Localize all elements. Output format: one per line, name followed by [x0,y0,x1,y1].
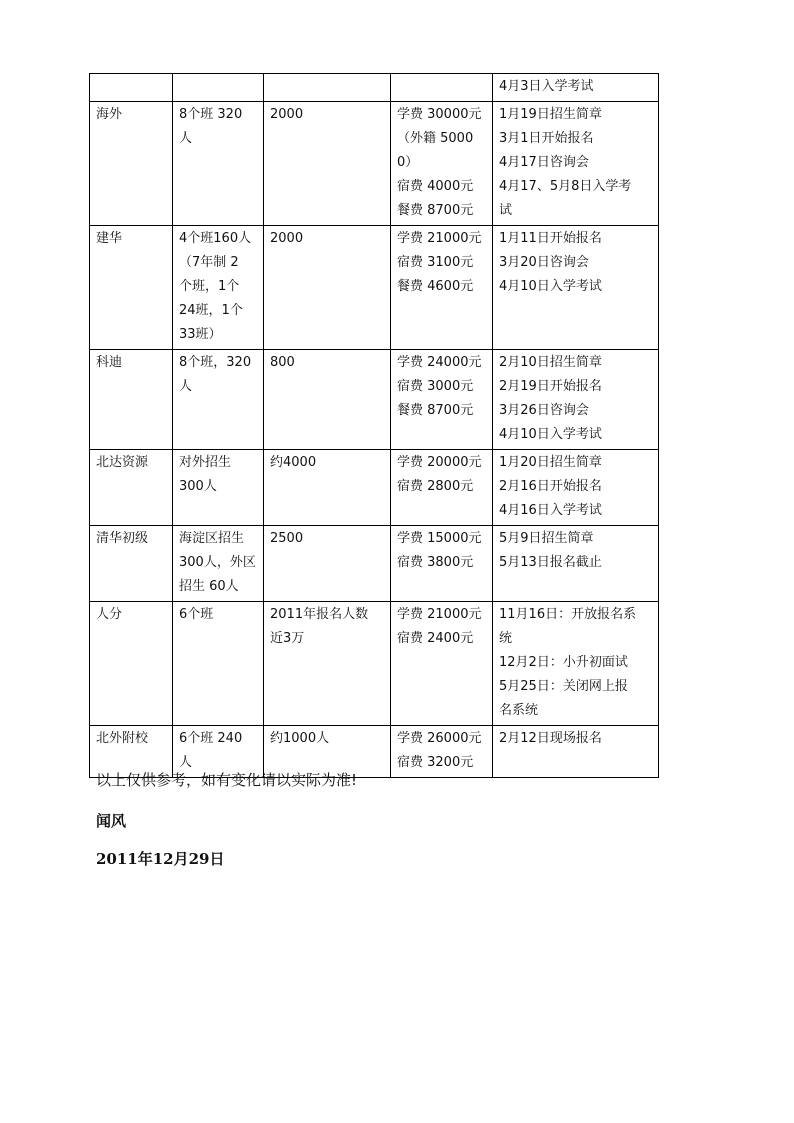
applicants-cell [264,226,391,350]
cell-text-line: 餐费 4600元 [397,279,474,294]
cell-text-line: 科迪 [96,355,123,370]
cell-text-line: 宿费 3000元 [397,379,474,394]
cell-text-line: 学费 30000元 [397,107,482,122]
cell-text-line: 试 [499,203,513,218]
class-count-cell [173,602,264,726]
cell-text-line: 3月20日咨询会 [499,255,589,270]
school-name-cell [90,102,173,226]
fees-cell [391,450,493,526]
cell-text-line: 1月20日招生简章 [499,455,602,470]
applicants-cell [264,602,391,726]
cell-text-line: 4月10日入学考试 [499,279,602,294]
cell-text-line: 8个班，320 [179,355,252,370]
school-name-cell [90,74,173,102]
cell-text-line: 300人，外区 [179,555,256,570]
cell-text-line: 海外 [96,107,123,122]
fees-cell [391,726,493,778]
applicants-cell [264,350,391,450]
cell-text-line: 餐费 8700元 [397,403,474,418]
cell-text-line: 宿费 2800元 [397,479,474,494]
cell-text-line: 2月19日开始报名 [499,379,602,394]
table-row [90,526,659,602]
class-count-cell [173,350,264,450]
cell-text-line: 2000 [270,107,304,122]
cell-text-line: 学费 21000元 [397,607,482,622]
cell-text-line: 名系统 [499,703,539,718]
school-name-cell [90,350,173,450]
schedule-cell [493,350,659,450]
class-count-cell [173,450,264,526]
cell-text-line: 33班） [179,327,222,342]
document-date: 2011年12月29日 [96,850,225,868]
table-row [90,226,659,350]
cell-text-line: 宿费 2400元 [397,631,474,646]
author-signature: 闻风 [96,812,127,830]
cell-text-line: 5月25日：关闭网上报 [499,679,628,694]
cell-text-line: 近3万 [270,631,305,646]
cell-text-line: 4月3日入学考试 [499,79,594,94]
table-row [90,74,659,102]
cell-text-line: 宿费 3100元 [397,255,474,270]
cell-text-line: 1月19日招生简章 [499,107,602,122]
cell-text-line: 4月10日入学考试 [499,427,602,442]
applicants-cell [264,450,391,526]
cell-text-line: 对外招生 [179,455,232,470]
fees-cell [391,74,493,102]
schedule-cell [493,74,659,102]
cell-text-line: 3月26日咨询会 [499,403,589,418]
cell-text-line: 24班，1个 [179,303,243,318]
cell-text-line: 5月13日报名截止 [499,555,602,570]
cell-text-line: 3月1日开始报名 [499,131,594,146]
cell-text-line: 2000 [270,231,304,246]
cell-text-line: 8个班 320 [179,107,243,122]
cell-text-line: 2月12日现场报名 [499,731,602,746]
cell-text-line: 4个班160人 [179,231,252,246]
fees-cell [391,226,493,350]
applicants-cell [264,526,391,602]
cell-text-line: 学费 20000元 [397,455,482,470]
fees-cell [391,526,493,602]
cell-text-line: 学费 26000元 [397,731,482,746]
cell-text-line: 6个班 240 [179,731,243,746]
cell-text-line: 统 [499,631,513,646]
fees-cell [391,350,493,450]
cell-text-line: 6个班 [179,607,214,622]
cell-text-line: 北达资源 [96,455,149,470]
cell-text-line: 招生 60人 [179,579,239,594]
school-name-cell [90,602,173,726]
applicants-cell [264,74,391,102]
cell-text-line: 2月16日开始报名 [499,479,602,494]
cell-text-line: 2011年报名人数 [270,607,369,622]
table-row [90,450,659,526]
class-count-cell [173,526,264,602]
schedule-cell [493,226,659,350]
class-count-cell [173,226,264,350]
cell-text-line: 宿费 4000元 [397,179,474,194]
table-row [90,350,659,450]
cell-text-line: 人分 [96,607,123,622]
school-name-cell [90,450,173,526]
cell-text-line: 餐费 8700元 [397,203,474,218]
table-body [90,74,659,778]
table-row [90,602,659,726]
fees-cell [391,102,493,226]
school-name-cell [90,226,173,350]
fees-cell [391,602,493,726]
cell-text-line: 2月10日招生简章 [499,355,602,370]
cell-text-line: 11月16日：开放报名系 [499,607,637,622]
cell-text-line: 个班，1个 [179,279,240,294]
cell-text-line: 约1000人 [270,731,330,746]
class-count-cell [173,102,264,226]
cell-text-line: 北外附校 [96,731,149,746]
cell-text-line: 宿费 3200元 [397,755,474,770]
cell-text-line: 5月9日招生简章 [499,531,594,546]
schedule-cell [493,726,659,778]
cell-text-line: 12月2日：小升初面试 [499,655,628,670]
table-row [90,102,659,226]
cell-text-line: 800 [270,355,295,370]
cell-text-line: 学费 21000元 [397,231,482,246]
cell-text-line: 清华初级 [96,531,149,546]
cell-text-line: 300人 [179,479,217,494]
cell-text-line: 4月17日咨询会 [499,155,589,170]
disclaimer-note: 以上仅供参考，如有变化请以实际为准! [96,771,358,789]
applicants-cell [264,102,391,226]
cell-text-line: 4月16日入学考试 [499,503,602,518]
schedule-cell [493,602,659,726]
cell-text-line: 海淀区招生 [179,531,245,546]
cell-text-line: 人 [179,131,193,146]
cell-text-line: （外籍 50000） [397,131,474,170]
cell-text-line: 建华 [96,231,123,246]
class-count-cell [173,74,264,102]
cell-text-line: 人 [179,755,193,770]
cell-text-line: 4月17、5月8日入学考 [499,179,632,194]
cell-text-line: 宿费 3800元 [397,555,474,570]
cell-text-line: 学费 15000元 [397,531,482,546]
schedule-cell [493,526,659,602]
school-admission-table [89,73,659,778]
cell-text-line: 1月11日开始报名 [499,231,602,246]
cell-text-line: 人 [179,379,193,394]
cell-text-line: 2500 [270,531,304,546]
school-name-cell [90,526,173,602]
cell-text-line: 学费 24000元 [397,355,482,370]
schedule-cell [493,102,659,226]
cell-text-line: 约4000 [270,455,317,470]
schedule-cell [493,450,659,526]
cell-text-line: （7年制 2 [179,255,239,270]
